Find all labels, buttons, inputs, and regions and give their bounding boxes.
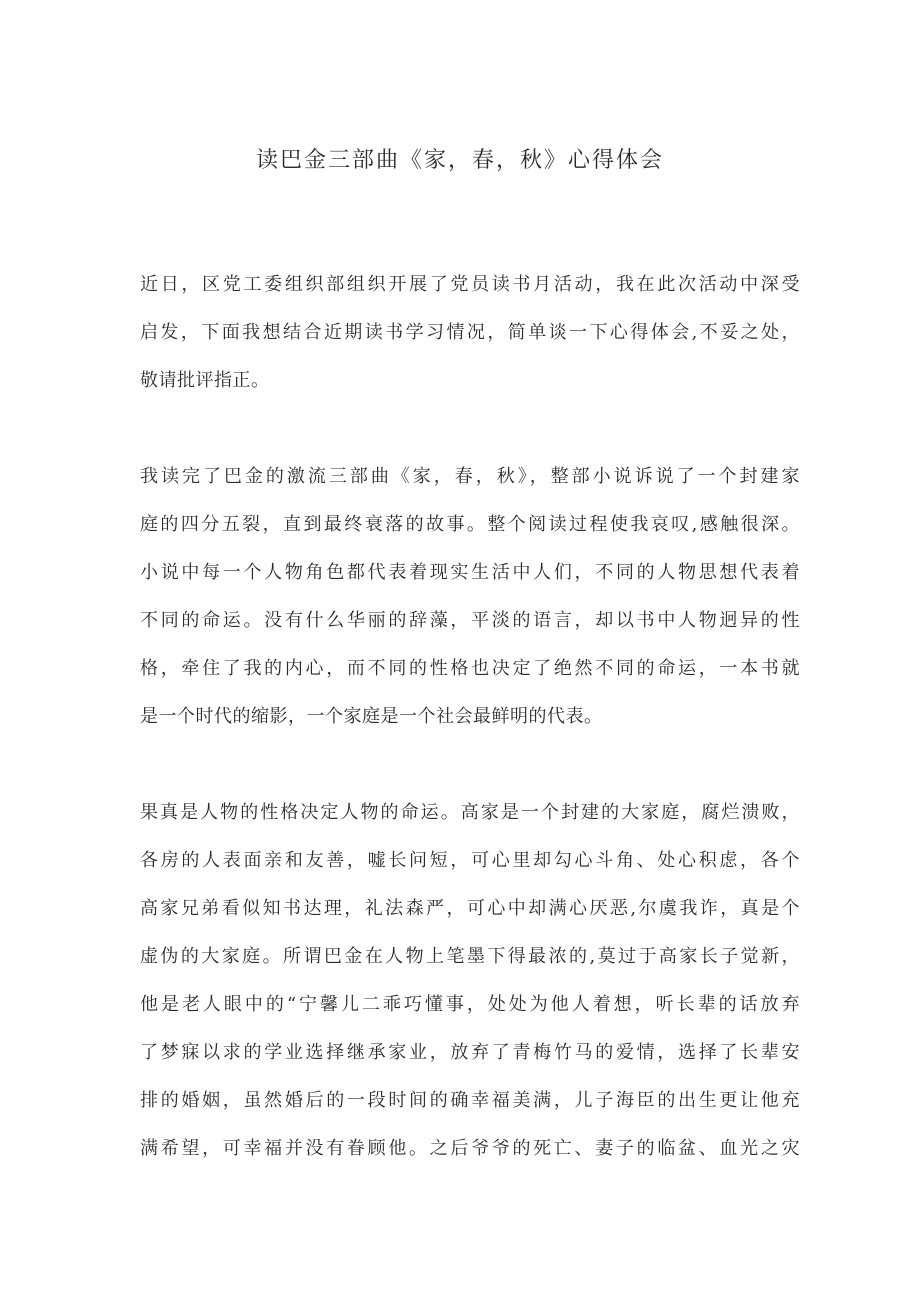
paragraph-line: 他是老人眼中的“宁馨儿二乖巧懂事，处处为他人着想，听长辈的话放弃 bbox=[140, 994, 800, 1015]
paragraph-line: 各房的人表面亲和友善，嘘长问短，可心里却勾心斗角、处心积虑，各个 bbox=[140, 850, 800, 871]
paragraph-1 bbox=[140, 261, 800, 405]
paragraph-line: 是一个时代的缩影，一个家庭是一个社会最鲜明的代表。 bbox=[140, 706, 603, 727]
paragraph-line: 果真是人物的性格决定人物的命运。高家是一个封建的大家庭，腐烂溃败， bbox=[140, 802, 800, 823]
paragraph-line: 排的婚姻，虽然婚后的一段时间的确幸福美满，儿子海臣的出生更让他充 bbox=[140, 1090, 800, 1111]
paragraph-line: 敬请批评指正。 bbox=[140, 370, 270, 391]
paragraph-line: 满希望，可幸福并没有眷顾他。之后爷爷的死亡、妻子的临盆、血光之灾 bbox=[140, 1138, 800, 1159]
document-title: 读巴金三部曲《家，春，秋》心得体会 bbox=[255, 148, 664, 173]
paragraph-line: 不同的命运。没有什么华丽的辞藻，平淡的语言，却以书中人物迥异的性 bbox=[140, 610, 800, 631]
paragraph-2 bbox=[140, 453, 800, 741]
paragraph-line: 庭的四分五裂，直到最终衰落的故事。整个阅读过程使我哀叹,感触很深。 bbox=[140, 514, 800, 535]
paragraph-3 bbox=[140, 789, 800, 1173]
paragraph-line: 格，牵住了我的内心，而不同的性格也决定了绝然不同的命运，一本书就 bbox=[140, 658, 800, 679]
paragraph-line: 近日，区党工委组织部组织开展了党员读书月活动，我在此次活动中深受 bbox=[140, 274, 800, 295]
paragraph-line: 高家兄弟看似知书达理，礼法森严，可心中却满心厌恶,尔虞我诈，真是个 bbox=[140, 898, 800, 919]
paragraph-line: 了梦寐以求的学业选择继承家业，放弃了青梅竹马的爱情，选择了长辈安 bbox=[140, 1042, 800, 1063]
paragraph-line: 启发，下面我想结合近期读书学习情况，简单谈一下心得体会,不妥之处， bbox=[140, 322, 800, 343]
paragraph-line: 我读完了巴金的激流三部曲《家，春，秋》，整部小说诉说了一个封建家 bbox=[140, 466, 800, 487]
paragraph-line: 虚伪的大家庭。所谓巴金在人物上笔墨下得最浓的,莫过于高家长子觉新， bbox=[140, 946, 800, 967]
paragraph-line: 小说中每一个人物角色都代表着现实生活中人们，不同的人物思想代表着 bbox=[140, 562, 800, 583]
